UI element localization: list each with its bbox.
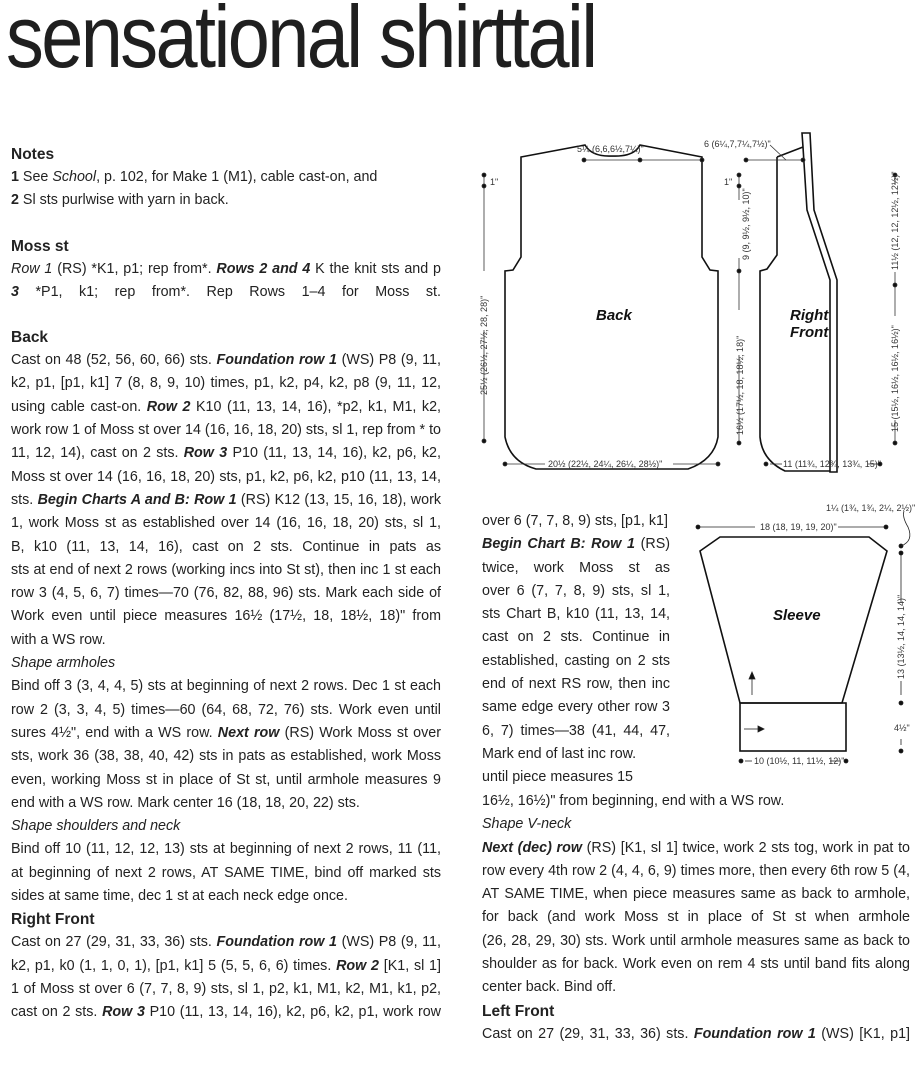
dim-body-to-armhole: 16½ (17½, 18, 18½, 18)" <box>735 335 745 435</box>
dim-vneck-depth: 11½ (12, 12, 12½, 12½)" <box>890 171 900 270</box>
text-line: Moss st over 14 (16, 16, 18, 20) sts, p1, k2, p6, k2, p10 (11, 13, 14, <box>11 468 441 485</box>
text-line: 11, 12, 14), cast on 2 sts. Row 3 P10 (11, 13, 14, 16), k2, p6, k2, <box>11 445 441 462</box>
vneck-text <box>482 837 910 1000</box>
dim-armhole-depth: 9 (9, 9½, 9½, 10)" <box>741 188 751 260</box>
dim-sleeve-cap: 1¼ (1¾, 1¾, 2¼, 2½)" <box>826 503 916 513</box>
dim-cuff-width: 10 (10½, 11, 11½, 12)" <box>754 756 845 766</box>
sleeve-piece-label: Sleeve <box>773 607 821 624</box>
text-line: Cast on 27 (29, 31, 33, 36) sts. Foundation row 1 (WS) [K1, p1] <box>482 1025 910 1042</box>
text-line: (26, 28, 29, 30) sts. Work until armhole measures same as back to <box>482 932 910 949</box>
text-line: work row 1 of Moss st over 14 (16, 16, 18, 20) sts, sl 1, rep from * to <box>11 422 441 439</box>
dim-front-to-vneck: 15 (15½, 16½, 16½, 16½)" <box>890 325 900 432</box>
dim-dot <box>700 158 704 162</box>
dim-back-width: 20½ (22½, 24¼, 26¼, 28½)" <box>548 459 663 469</box>
text-line: even, working Moss st in place of St st, until armhole measures 9 <box>11 771 441 788</box>
dim-shoulder-drop-front: 1" <box>724 177 733 187</box>
text-line: Next (dec) row (RS) [K1, sl 1] twice, work 2 sts tog, work in pat to <box>482 839 910 856</box>
text-line: k2, p1, [p1, k1] 7 (8, 8, 9, 10) times, p1, k2, p4, k2, p8 (9, 11, 12, <box>11 375 441 392</box>
text-line: Cast on 48 (52, 56, 60, 66) sts. Foundation row 1 (WS) P8 (9, 11, <box>11 352 441 369</box>
notes-list <box>11 166 441 213</box>
text-line: 16½, 16½)" from beginning, end with a WS row. <box>482 793 785 809</box>
text-line: k2, p1, k0 (1, 1, 0, 1), [p1, k1] 5 (5, 5, 6, 6) times. Row 2 [K1, sl 1] <box>11 957 441 974</box>
text-line: B, k10 (11, 13, 14, 16), cast on 2 sts. Continue in pats as <box>11 538 441 555</box>
right-column-narrow <box>482 510 670 790</box>
schematic-back-front <box>470 130 916 480</box>
dim-dot <box>638 158 642 162</box>
text-line: at beginning of next 2 rows, AT SAME TIME, bind off marked sts <box>11 864 441 881</box>
page-title: sensational shirttail <box>6 0 596 86</box>
text-line: sts at end of next 2 rows (working incs into St st), then inc 1 st each <box>11 561 441 578</box>
text-line: shoulder as for back. Work even on rem 4 sts until band fits along <box>482 956 910 973</box>
dim-back-length: 25½ (26½, 27½, 28, 28)" <box>479 295 489 395</box>
text-line: until piece measures 15 <box>482 769 633 786</box>
notes-heading: Notes <box>11 146 55 163</box>
moss-text <box>11 258 441 305</box>
dim-back-neck: 5¼ (6,6,6½,7¼)" <box>577 144 644 154</box>
text-line: using cable cast-on. Row 2 K10 (11, 13, 14, 16), *p2, k1, M1, k2, <box>11 398 441 415</box>
vneck-subheading: Shape V-neck <box>482 816 572 833</box>
left-front-text <box>482 1023 910 1046</box>
right-front-continued-full <box>482 790 910 813</box>
dim-cuff-depth: 4½" <box>894 723 910 733</box>
right-front-continued <box>482 510 670 790</box>
text-line: twice, work Moss st as <box>482 559 670 576</box>
note-item: 2 Sl sts purlwise with yarn in back. <box>11 192 229 209</box>
text-line: for back (and work Moss st in place of St st when armhole <box>482 909 910 926</box>
text-line: 6, 7) times—38 (41, 44, 47, <box>482 722 670 739</box>
right-front-heading: Right Front <box>11 911 95 929</box>
text-line: over 6 (7, 7, 8, 9) sts, [p1, k1] <box>482 513 668 529</box>
dim-sleeve-top: 18 (18, 19, 19, 20)" <box>760 522 837 532</box>
right-front-text <box>11 931 441 1024</box>
schematic-sleeve <box>680 495 916 775</box>
text-line: with a WS row. <box>11 631 106 648</box>
shoulders-subheading: Shape shoulders and neck <box>11 818 181 835</box>
text-line: Bind off 10 (11, 12, 12, 13) sts at beginning of next 2 rows, 11 (11, <box>11 841 441 858</box>
text-line: end of next RS row, then inc <box>482 676 670 693</box>
dim-shoulder: 6 (6¼,7,7¼,7½)" <box>704 139 771 149</box>
text-line: AT SAME TIME, when piece measures same as back to armhole, <box>482 886 910 903</box>
text-line: same edge every other row 3 <box>482 699 670 716</box>
text-line: row 3 (4, 5, 6, 7) times—70 (76, 82, 88, 96) sts. Mark each side of <box>11 585 441 602</box>
front-piece-outline <box>760 133 837 472</box>
text-line: row 2 (3, 3, 4, 5) times—60 (64, 68, 72, 76) sts. Work even until <box>11 701 441 718</box>
armholes-subheading: Shape armholes <box>11 655 116 672</box>
text-line: Mark end of last inc row. <box>482 745 637 762</box>
text-line: Bind off 3 (3, 4, 4, 5) sts at beginning of next 2 rows. Dec 1 st each <box>11 678 441 695</box>
dimension-lines <box>482 145 897 466</box>
back-text <box>11 349 441 652</box>
text-line: Cast on 27 (29, 31, 33, 36) sts. Foundation row 1 (WS) P8 (9, 11, <box>11 934 441 951</box>
text-line: 1 of Moss st over 6 (7, 7, 8, 9) sts, sl 1, p2, k1, M1, k2, M1, k1, p2, <box>11 980 441 997</box>
text-line: cast on 2 sts. Continue in <box>482 629 670 646</box>
back-heading: Back <box>11 329 49 347</box>
text-line: sts, work 36 (38, 38, 40, 42) sts in pats as established, work Moss <box>11 748 441 765</box>
text-line: over 6 (7, 7, 8, 9) sts, sl 1, <box>482 582 670 599</box>
note-item: 1 See School, p. 102, for Make 1 (M1), cable cast-on, and <box>11 169 378 185</box>
dim-front-width: 11 (11¾, 12¾, 13¾, 15)" <box>783 459 881 469</box>
front-piece-label-2: Front <box>790 324 829 341</box>
text-line: row every 4th row 2 (4, 4, 6, 9) times more, then every 6th row 5 (4, <box>482 862 910 879</box>
right-column-full <box>482 790 910 1046</box>
cuff-outline <box>740 703 846 751</box>
text-line: sures 4½", end with a WS row. Next row (RS) Work Moss st over <box>11 724 441 741</box>
text-line: cast on 2 sts. Row 3 P10 (11, 13, 14, 16), k2, p6, k2, p1, work row <box>11 1004 441 1021</box>
text-line: established, casting on 2 sts <box>482 652 670 669</box>
front-piece-label-1: Right <box>790 307 829 324</box>
dim-dot <box>582 158 586 162</box>
text-line: Begin Chart B: Row 1 (RS) <box>482 536 670 553</box>
left-column <box>11 143 441 1025</box>
text-line: 1, work Moss st as established over 14 (16, 16, 18, 20) sts, sl 1, <box>11 515 441 532</box>
armholes-text <box>11 675 441 815</box>
text-line: center back. Bind off. <box>482 979 617 996</box>
text-line: Work even until piece measures 16½ (17½, 18, 18½, 18)" from <box>11 608 441 625</box>
text-line: Row 1 (RS) *K1, p1; rep from*. Rows 2 and 4 K the knit sts and p <box>11 260 441 277</box>
moss-heading: Moss st <box>11 237 69 255</box>
text-line: sides at same time, dec 1 st at each neck edge once. <box>11 888 348 905</box>
text-line: sts. Begin Charts A and B: Row 1 (RS) K12 (13, 15, 16, 18), work <box>11 491 441 508</box>
text-line: sts Chart B, k10 (11, 13, 14, <box>482 606 670 623</box>
back-piece-label: Back <box>596 307 632 324</box>
shoulders-text <box>11 838 441 908</box>
left-front-heading: Left Front <box>482 1002 555 1020</box>
text-line: 3 *P1, k1; rep from*. Rep Rows 1–4 for Moss st. <box>11 283 441 300</box>
dim-sleeve-length: 13 (13½, 14, 14, 14)" <box>896 594 906 679</box>
dim-shoulder-drop-back: 1" <box>490 177 499 187</box>
text-line: end with a WS row. Mark center 16 (18, 18, 20, 22) sts. <box>11 794 360 811</box>
